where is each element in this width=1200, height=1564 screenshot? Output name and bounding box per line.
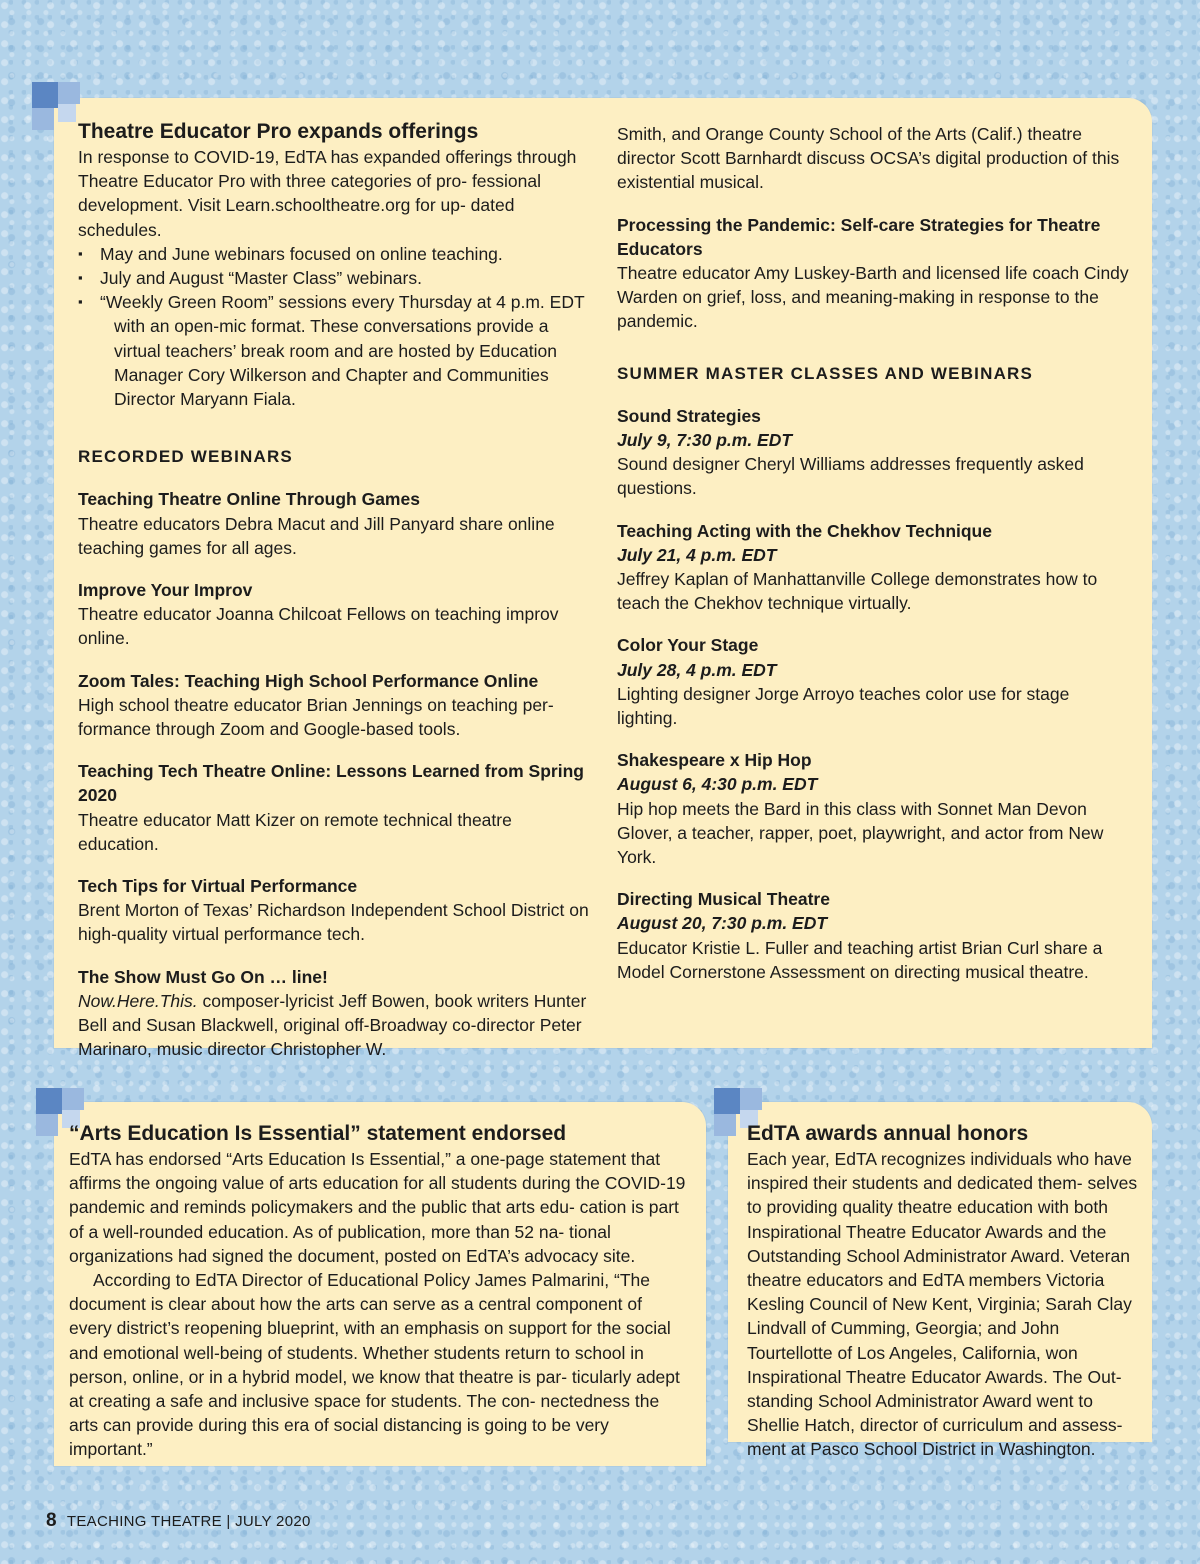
class-description: Hip hop meets the Bard in this class with Sonnet Man Devon Glover, a teacher, rapper, poet, playwright, and actor from New York. (617, 798, 1104, 868)
article-paragraph: Each year, EdTA recognizes individuals who have inspired their students and dedicated them- selves to providing quality theatre education with both Inspirational Theatre Educator Awards and the Outstanding School Administrator Award. Veteran theatre educators and EdTA members Victoria Kesling Council of New Kent, Virginia; Sarah Clay Lindvall of Cumming, Georgia; and John Tourtellotte of Los Angeles, California, won Inspirational Theatre Educator Awards. The Out- standing School Administrator Award went to Shellie Hatch, director of curriculum and assess- ment at Pasco School District in Washington. (747, 1149, 1138, 1460)
list-item: ▪ “Weekly Green Room” sessions every Thursday at 4 p.m. EDT with an open-mic format. These conversations provide a virtual teachers’ break room and are hosted by Education Manager Cory Wilkerson and Chapter and Communities Director Maryann Fiala. (78, 290, 594, 411)
webinar-title: Teaching Tech Theatre Online: Lessons Learned from Spring 2020 (78, 761, 584, 806)
webinar-title: Improve Your Improv (78, 580, 253, 601)
class-title: Sound Strategies (617, 405, 761, 426)
class-date: July 21, 4 p.m. EDT (617, 544, 777, 565)
article-title: EdTA awards annual honors (747, 1122, 1029, 1145)
class-item (617, 404, 1132, 501)
webinar-description: Theatre educator Joanna Chilcoat Fellows on teaching improv online. (78, 604, 559, 649)
class-date: July 9, 7:30 p.m. EDT (617, 430, 793, 451)
article-paragraph: According to EdTA Director of Educational Policy James Palmarini, “The document is clear about how the arts can serve as a central component of every district’s reopening blueprint, with an emphasis on support for the social and emotional well-being of students. Whether students return to school in person, online, or in a hybrid model, we know that theatre is par- ticularly adept at creating a safe and inclusive space for students. The con- nectedness the arts can provide during this era of social distancing is going to be very important.” (69, 1270, 680, 1460)
webinar-item (617, 213, 1132, 334)
arts-article (69, 1121, 689, 1462)
class-item (617, 519, 1132, 616)
class-title: Color Your Stage (617, 635, 759, 656)
show-italic-title: Now.Here.This. (78, 990, 198, 1011)
class-description: Lighting designer Jorge Arroyo teaches color use for stage lighting. (617, 683, 1070, 729)
webinar-title: The Show Must Go On … line! (78, 966, 328, 987)
class-title: Shakespeare x Hip Hop (617, 750, 812, 771)
class-description: Educator Kristie L. Fuller and teaching artist Brian Curl share a Model Cornerstone Assessment on directing musical theatre. (617, 937, 1103, 982)
webinar-description: Theatre educator Matt Kizer on remote technical theatre education. (78, 809, 512, 854)
webinar-item (78, 669, 594, 742)
list-item: ▪ July and August “Master Class” webinars. (78, 266, 594, 290)
webinar-item (78, 578, 594, 651)
main-right-column (617, 122, 1132, 1002)
class-description: Sound designer Cheryl Williams addresses frequently asked questions. (617, 454, 1084, 499)
webinar-item (78, 874, 594, 947)
class-date: August 20, 7:30 p.m. EDT (617, 913, 828, 934)
class-item (617, 633, 1132, 730)
class-item (617, 748, 1132, 869)
article-title: “Arts Education Is Essential” statement endorsed (69, 1122, 567, 1145)
section-heading-recorded: RECORDED WEBINARS (78, 447, 293, 467)
class-date: July 28, 4 p.m. EDT (617, 659, 777, 680)
class-title: Teaching Acting with the Chekhov Technique (617, 520, 992, 541)
offerings-list (78, 242, 594, 411)
class-title: Directing Musical Theatre (617, 889, 830, 910)
page-footer (46, 1510, 311, 1532)
decorative-squares-icon (32, 82, 80, 130)
page-number: 8 (46, 1510, 57, 1531)
webinar-item-continued (617, 122, 1132, 195)
webinar-title: Teaching Theatre Online Through Games (78, 489, 420, 510)
webinar-title: Processing the Pandemic: Self-care Strategies for Theatre Educators (617, 214, 1101, 259)
list-item: ▪ May and June webinars focused on online teaching. (78, 242, 594, 266)
class-item (617, 887, 1132, 984)
article-title: Theatre Educator Pro expands offerings (78, 120, 479, 143)
webinar-title: Tech Tips for Virtual Performance (78, 876, 358, 897)
intro-paragraph: In response to COVID-19, EdTA has expanded offerings through Theatre Educator Pro with three categories of pro- fessional development. Visit Learn.schooltheatre.org for up- dated schedules. (78, 147, 577, 240)
class-description: Jeffrey Kaplan of Manhattanville College demonstrates how to teach the Chekhov technique virtually. (617, 569, 1098, 614)
webinar-description: Smith, and Orange County School of the Arts (Calif.) theatre director Scott Barnhardt discuss OCSA’s digital production of this existential musical. (617, 124, 1120, 193)
webinar-item (78, 965, 594, 1062)
webinar-description: Brent Morton of Texas’ Richardson Independent School District on high-quality virtual performance tech. (78, 900, 589, 945)
webinar-title: Zoom Tales: Teaching High School Performance Online (78, 670, 539, 691)
article-paragraph: EdTA has endorsed “Arts Education Is Essential,” a one-page statement that affirms the ongoing value of arts education for all students during the COVID-19 pandemic and reminds policymakers and the public that arts edu- cation is part of a well-rounded education. As of publication, more than 52 na- tional organizations had signed the document, posted on EdTA’s advocacy site. (69, 1149, 686, 1266)
section-heading-summer: SUMMER MASTER CLASSES AND WEBINARS (617, 363, 1034, 383)
webinar-description: High school theatre educator Brian Jennings on teaching per- formance through Zoom and Google-based tools. (78, 694, 554, 740)
class-date: August 6, 4:30 p.m. EDT (617, 774, 818, 795)
publication-info: TEACHING THEATRE | JULY 2020 (66, 1513, 311, 1530)
webinar-description: Theatre educator Amy Luskey-Barth and licensed life coach Cindy Warden on grief, loss, and meaning-making in response to the pandemic. (617, 263, 1129, 332)
webinar-description (78, 989, 594, 1062)
show-description: composer-lyricist Jeff Bowen, book writers Hunter Bell and Susan Blackwell, original off-Broadway co-director Peter Marinaro, music director Christopher W. (78, 990, 587, 1060)
webinar-description: Theatre educators Debra Macut and Jill Panyard share online teaching games for all ages. (78, 513, 555, 558)
webinar-item (78, 759, 594, 856)
main-left-column (78, 119, 594, 1080)
awards-article (747, 1121, 1139, 1462)
webinar-item (78, 487, 594, 560)
